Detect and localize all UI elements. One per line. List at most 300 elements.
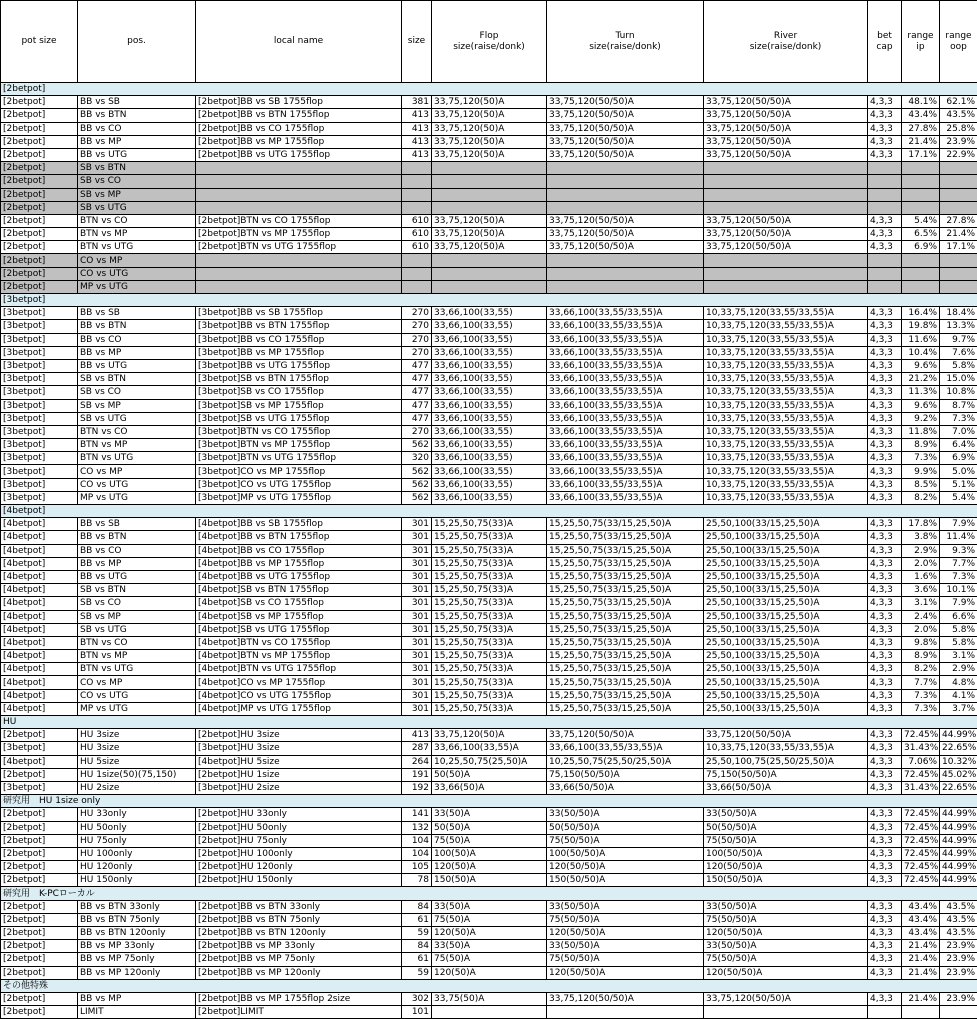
cell-turn[interactable] — [547, 201, 704, 214]
cell-range-ip[interactable]: 43.4% — [902, 900, 940, 913]
cell-range-oop[interactable]: 5.8% — [940, 359, 977, 372]
cell-local-name[interactable]: [4betpot]CO vs UTG 1755flop — [196, 689, 402, 702]
cell-flop[interactable]: 120(50)A — [432, 927, 547, 940]
cell-pot-size[interactable]: [2betpot] — [1, 927, 78, 940]
cell-turn[interactable]: 120(50/50)A — [547, 861, 704, 874]
cell-range-ip[interactable]: 7.06% — [902, 755, 940, 768]
cell-bet-cap[interactable]: 4,3,3 — [868, 808, 902, 821]
cell-range-oop[interactable]: 44.99% — [940, 847, 977, 860]
cell-flop[interactable]: 33,66,100(33,55) — [432, 452, 547, 465]
cell-turn[interactable]: 33,75,120(50/50)A — [547, 148, 704, 161]
cell-turn[interactable]: 33,75,120(50/50)A — [547, 96, 704, 109]
cell-size[interactable]: 301 — [402, 544, 432, 557]
cell-size[interactable]: 301 — [402, 531, 432, 544]
cell-pos[interactable]: BTN vs MP — [78, 228, 196, 241]
cell-size[interactable]: 301 — [402, 597, 432, 610]
cell-range-ip[interactable]: 11.6% — [902, 333, 940, 346]
cell-pos[interactable]: BB vs UTG — [78, 148, 196, 161]
cell-size[interactable]: 270 — [402, 333, 432, 346]
cell-pos[interactable]: BTN vs UTG — [78, 452, 196, 465]
cell-size[interactable]: 562 — [402, 491, 432, 504]
cell-pos[interactable]: BB vs MP 33only — [78, 940, 196, 953]
cell-flop[interactable]: 33,66,100(33,55) — [432, 425, 547, 438]
cell-range-oop[interactable]: 23.9% — [940, 992, 977, 1005]
cell-range-oop[interactable]: 7.3% — [940, 570, 977, 583]
cell-range-ip[interactable]: 6.5% — [902, 228, 940, 241]
cell-range-ip[interactable]: 7.7% — [902, 676, 940, 689]
cell-flop[interactable]: 15,25,50,75(33)A — [432, 702, 547, 715]
cell-turn[interactable]: 33,66,100(33,55/33,55)A — [547, 333, 704, 346]
cell-pos[interactable]: HU 3size — [78, 742, 196, 755]
cell-turn[interactable]: 33,66,100(33,55/33,55)A — [547, 373, 704, 386]
cell-turn[interactable]: 15,25,50,75(33/15,25,50)A — [547, 636, 704, 649]
cell-pos[interactable]: BB vs MP — [78, 992, 196, 1005]
cell-pot-size[interactable]: [2betpot] — [1, 254, 78, 267]
cell-turn[interactable]: 33,66,100(33,55/33,55)A — [547, 346, 704, 359]
cell-turn[interactable]: 33,75,120(50/50)A — [547, 241, 704, 254]
cell-range-oop[interactable]: 2.9% — [940, 663, 977, 676]
cell-river[interactable]: 100(50/50)A — [704, 847, 868, 860]
cell-flop[interactable]: 150(50)A — [432, 874, 547, 887]
cell-pot-size[interactable]: [4betpot] — [1, 544, 78, 557]
cell-flop[interactable]: 15,25,50,75(33)A — [432, 663, 547, 676]
cell-river[interactable]: 33,75,120(50/50)A — [704, 122, 868, 135]
cell-local-name[interactable]: [4betpot]SB vs MP 1755flop — [196, 610, 402, 623]
cell-size[interactable]: 301 — [402, 570, 432, 583]
cell-size[interactable]: 104 — [402, 847, 432, 860]
cell-bet-cap[interactable]: 4,3,3 — [868, 412, 902, 425]
cell-flop[interactable]: 33,66,100(33,55) — [432, 491, 547, 504]
cell-local-name[interactable]: [2betpot]HU 120only — [196, 861, 402, 874]
cell-pot-size[interactable]: [4betpot] — [1, 676, 78, 689]
cell-river[interactable]: 10,33,75,120(33,55/33,55)A — [704, 359, 868, 372]
header-bet-cap[interactable]: bet cap — [868, 1, 902, 83]
cell-bet-cap[interactable] — [868, 188, 902, 201]
cell-bet-cap[interactable]: 4,3,3 — [868, 940, 902, 953]
cell-bet-cap[interactable]: 4,3,3 — [868, 214, 902, 227]
cell-range-ip[interactable] — [902, 162, 940, 175]
cell-range-oop[interactable]: 44.99% — [940, 861, 977, 874]
cell-bet-cap[interactable]: 4,3,3 — [868, 610, 902, 623]
cell-flop[interactable]: 33,75,120(50)A — [432, 135, 547, 148]
cell-pot-size[interactable]: [3betpot] — [1, 452, 78, 465]
cell-turn[interactable]: 33,75,120(50/50)A — [547, 729, 704, 742]
cell-river[interactable]: 33(50/50)A — [704, 808, 868, 821]
cell-flop[interactable]: 15,25,50,75(33)A — [432, 518, 547, 531]
cell-pos[interactable]: HU 50only — [78, 821, 196, 834]
cell-size[interactable]: 301 — [402, 663, 432, 676]
cell-river[interactable]: 33,75,120(50/50)A — [704, 228, 868, 241]
cell-flop[interactable] — [432, 201, 547, 214]
cell-size[interactable]: 264 — [402, 755, 432, 768]
cell-pos[interactable]: SB vs CO — [78, 386, 196, 399]
cell-flop[interactable]: 33,66,100(33,55) — [432, 346, 547, 359]
cell-flop[interactable]: 100(50)A — [432, 847, 547, 860]
cell-river[interactable]: 25,50,100(33/15,25,50)A — [704, 650, 868, 663]
cell-range-ip[interactable]: 72.45% — [902, 834, 940, 847]
cell-size[interactable]: 610 — [402, 241, 432, 254]
cell-river[interactable]: 10,33,75,120(33,55/33,55)A — [704, 412, 868, 425]
cell-river[interactable]: 10,33,75,120(33,55/33,55)A — [704, 425, 868, 438]
cell-turn[interactable]: 120(50/50)A — [547, 966, 704, 979]
cell-local-name[interactable] — [196, 267, 402, 280]
cell-pot-size[interactable]: [3betpot] — [1, 412, 78, 425]
cell-range-oop[interactable]: 5.4% — [940, 491, 977, 504]
cell-pos[interactable]: BTN vs CO — [78, 425, 196, 438]
cell-range-ip[interactable]: 11.8% — [902, 425, 940, 438]
cell-pot-size[interactable]: [4betpot] — [1, 518, 78, 531]
cell-bet-cap[interactable] — [868, 254, 902, 267]
cell-river[interactable]: 10,33,75,120(33,55/33,55)A — [704, 307, 868, 320]
cell-pos[interactable]: BTN vs MP — [78, 650, 196, 663]
cell-range-oop[interactable]: 5.1% — [940, 478, 977, 491]
cell-range-ip[interactable]: 31.43% — [902, 781, 940, 794]
cell-size[interactable] — [402, 254, 432, 267]
cell-pos[interactable]: BB vs SB — [78, 307, 196, 320]
cell-turn[interactable]: 33(50/50)A — [547, 900, 704, 913]
cell-size[interactable] — [402, 162, 432, 175]
cell-pot-size[interactable]: [2betpot] — [1, 228, 78, 241]
cell-pot-size[interactable]: [3betpot] — [1, 320, 78, 333]
cell-local-name[interactable]: [4betpot]MP vs UTG 1755flop — [196, 702, 402, 715]
cell-range-oop[interactable] — [940, 175, 977, 188]
cell-size[interactable]: 270 — [402, 346, 432, 359]
cell-range-ip[interactable]: 19.8% — [902, 320, 940, 333]
cell-local-name[interactable]: [4betpot]SB vs UTG 1755flop — [196, 623, 402, 636]
cell-pot-size[interactable]: [4betpot] — [1, 702, 78, 715]
cell-range-oop[interactable]: 25.8% — [940, 122, 977, 135]
cell-range-ip[interactable]: 7.3% — [902, 702, 940, 715]
cell-river[interactable] — [704, 267, 868, 280]
cell-flop[interactable]: 50(50)A — [432, 768, 547, 781]
cell-flop[interactable]: 33,75,120(50)A — [432, 122, 547, 135]
cell-turn[interactable]: 15,25,50,75(33/15,25,50)A — [547, 570, 704, 583]
cell-river[interactable]: 25,50,100(33/15,25,50)A — [704, 597, 868, 610]
cell-range-ip[interactable]: 8.9% — [902, 439, 940, 452]
cell-size[interactable]: 413 — [402, 729, 432, 742]
cell-pot-size[interactable]: [2betpot] — [1, 267, 78, 280]
cell-river[interactable]: 25,50,100(33/15,25,50)A — [704, 676, 868, 689]
cell-range-ip[interactable]: 72.45% — [902, 874, 940, 887]
cell-bet-cap[interactable]: 4,3,3 — [868, 992, 902, 1005]
cell-range-ip[interactable]: 21.4% — [902, 966, 940, 979]
cell-pot-size[interactable]: [4betpot] — [1, 623, 78, 636]
cell-local-name[interactable]: [2betpot]LIMIT — [196, 1006, 402, 1019]
cell-size[interactable]: 59 — [402, 927, 432, 940]
cell-bet-cap[interactable]: 4,3,3 — [868, 584, 902, 597]
cell-bet-cap[interactable]: 4,3,3 — [868, 900, 902, 913]
cell-flop[interactable]: 33,75,120(50)A — [432, 96, 547, 109]
cell-bet-cap[interactable]: 4,3,3 — [868, 847, 902, 860]
cell-pos[interactable]: BB vs BTN — [78, 320, 196, 333]
cell-range-oop[interactable]: 18.4% — [940, 307, 977, 320]
cell-range-oop[interactable]: 10.1% — [940, 584, 977, 597]
cell-bet-cap[interactable]: 4,3,3 — [868, 650, 902, 663]
cell-local-name[interactable]: [2betpot]BB vs MP 1755flop 2size — [196, 992, 402, 1005]
header-range-oop[interactable]: range oop — [940, 1, 977, 83]
section-label[interactable]: 研究用 K-PCローカル — [1, 887, 977, 900]
cell-flop[interactable]: 33,66,100(33,55) — [432, 386, 547, 399]
cell-bet-cap[interactable]: 4,3,3 — [868, 966, 902, 979]
cell-bet-cap[interactable] — [868, 201, 902, 214]
cell-pot-size[interactable]: [2betpot] — [1, 992, 78, 1005]
cell-range-oop[interactable] — [940, 254, 977, 267]
cell-local-name[interactable]: [4betpot]BB vs CO 1755flop — [196, 544, 402, 557]
cell-range-ip[interactable] — [902, 267, 940, 280]
cell-pot-size[interactable]: [4betpot] — [1, 570, 78, 583]
cell-local-name[interactable]: [2betpot]HU 1size — [196, 768, 402, 781]
section-label[interactable]: 研究用 HU 1size only — [1, 795, 977, 808]
cell-local-name[interactable]: [3betpot]BB vs UTG 1755flop — [196, 359, 402, 372]
cell-pot-size[interactable]: [2betpot] — [1, 900, 78, 913]
cell-bet-cap[interactable]: 4,3,3 — [868, 386, 902, 399]
cell-pos[interactable]: SB vs MP — [78, 188, 196, 201]
cell-flop[interactable]: 33(50)A — [432, 940, 547, 953]
cell-pos[interactable]: BB vs MP — [78, 346, 196, 359]
cell-size[interactable]: 141 — [402, 808, 432, 821]
cell-range-oop[interactable] — [940, 188, 977, 201]
cell-local-name[interactable]: [2betpot]BB vs MP 33only — [196, 940, 402, 953]
cell-pot-size[interactable]: [2betpot] — [1, 214, 78, 227]
cell-range-ip[interactable]: 48.1% — [902, 96, 940, 109]
cell-bet-cap[interactable]: 4,3,3 — [868, 623, 902, 636]
cell-pot-size[interactable]: [3betpot] — [1, 439, 78, 452]
cell-flop[interactable]: 120(50)A — [432, 861, 547, 874]
cell-pot-size[interactable]: [2betpot] — [1, 175, 78, 188]
cell-river[interactable]: 33,75,120(50/50)A — [704, 992, 868, 1005]
cell-turn[interactable]: 75(50/50)A — [547, 953, 704, 966]
cell-bet-cap[interactable]: 4,3,3 — [868, 702, 902, 715]
cell-local-name[interactable]: [3betpot]BB vs CO 1755flop — [196, 333, 402, 346]
cell-turn[interactable]: 150(50/50)A — [547, 874, 704, 887]
cell-range-oop[interactable] — [940, 267, 977, 280]
cell-range-oop[interactable]: 44.99% — [940, 821, 977, 834]
header-river[interactable]: River size(raise/donk) — [704, 1, 868, 83]
cell-size[interactable]: 59 — [402, 966, 432, 979]
cell-pot-size[interactable]: [2betpot] — [1, 861, 78, 874]
cell-local-name[interactable]: [4betpot]BTN vs MP 1755flop — [196, 650, 402, 663]
cell-flop[interactable]: 15,25,50,75(33)A — [432, 531, 547, 544]
cell-range-ip[interactable] — [902, 188, 940, 201]
cell-turn[interactable]: 33,66,100(33,55/33,55)A — [547, 399, 704, 412]
cell-flop[interactable]: 15,25,50,75(33)A — [432, 623, 547, 636]
cell-turn[interactable] — [547, 162, 704, 175]
cell-turn[interactable]: 33,75,120(50/50)A — [547, 135, 704, 148]
cell-size[interactable]: 192 — [402, 781, 432, 794]
cell-pos[interactable]: BB vs CO — [78, 544, 196, 557]
cell-range-oop[interactable]: 5.0% — [940, 465, 977, 478]
cell-river[interactable] — [704, 254, 868, 267]
cell-range-ip[interactable]: 8.9% — [902, 650, 940, 663]
cell-turn[interactable]: 33,75,120(50/50)A — [547, 992, 704, 1005]
cell-range-oop[interactable]: 8.7% — [940, 399, 977, 412]
cell-bet-cap[interactable]: 4,3,3 — [868, 729, 902, 742]
cell-pos[interactable]: SB vs BTN — [78, 584, 196, 597]
cell-river[interactable]: 50(50/50)A — [704, 821, 868, 834]
cell-turn[interactable]: 75(50/50)A — [547, 834, 704, 847]
cell-river[interactable]: 10,33,75,120(33,55/33,55)A — [704, 320, 868, 333]
cell-river[interactable] — [704, 1006, 868, 1019]
cell-bet-cap[interactable]: 4,3,3 — [868, 689, 902, 702]
cell-pos[interactable]: BB vs BTN 120only — [78, 927, 196, 940]
cell-pos[interactable]: CO vs UTG — [78, 267, 196, 280]
cell-flop[interactable]: 15,25,50,75(33)A — [432, 544, 547, 557]
cell-range-ip[interactable]: 9.6% — [902, 399, 940, 412]
cell-pos[interactable]: BTN vs UTG — [78, 241, 196, 254]
cell-pot-size[interactable]: [3betpot] — [1, 478, 78, 491]
cell-pos[interactable]: HU 100only — [78, 847, 196, 860]
cell-local-name[interactable]: [3betpot]MP vs UTG 1755flop — [196, 491, 402, 504]
cell-river[interactable]: 33,75,120(50/50)A — [704, 148, 868, 161]
cell-range-oop[interactable]: 22.9% — [940, 148, 977, 161]
cell-range-ip[interactable]: 2.9% — [902, 544, 940, 557]
cell-turn[interactable]: 15,25,50,75(33/15,25,50)A — [547, 623, 704, 636]
cell-pot-size[interactable]: [3betpot] — [1, 742, 78, 755]
header-pos[interactable]: pos. — [78, 1, 196, 83]
cell-bet-cap[interactable] — [868, 175, 902, 188]
cell-flop[interactable]: 15,25,50,75(33)A — [432, 570, 547, 583]
cell-river[interactable]: 33,75,120(50/50)A — [704, 214, 868, 227]
cell-flop[interactable]: 33,75,120(50)A — [432, 109, 547, 122]
cell-turn[interactable]: 33,66,100(33,55/33,55)A — [547, 465, 704, 478]
cell-flop[interactable] — [432, 188, 547, 201]
cell-flop[interactable]: 33,66,100(33,55) — [432, 307, 547, 320]
cell-turn[interactable]: 33,66,100(33,55/33,55)A — [547, 478, 704, 491]
cell-size[interactable] — [402, 175, 432, 188]
cell-bet-cap[interactable]: 4,3,3 — [868, 636, 902, 649]
cell-pot-size[interactable]: [2betpot] — [1, 109, 78, 122]
cell-river[interactable]: 75(50/50)A — [704, 834, 868, 847]
cell-pot-size[interactable]: [3betpot] — [1, 333, 78, 346]
cell-bet-cap[interactable]: 4,3,3 — [868, 874, 902, 887]
section-label[interactable]: [2betpot] — [1, 83, 977, 96]
cell-size[interactable]: 287 — [402, 742, 432, 755]
cell-bet-cap[interactable]: 4,3,3 — [868, 359, 902, 372]
cell-turn[interactable]: 33,66,100(33,55/33,55)A — [547, 439, 704, 452]
cell-size[interactable]: 301 — [402, 623, 432, 636]
cell-range-oop[interactable]: 62.1% — [940, 96, 977, 109]
header-range-ip[interactable]: range ip — [902, 1, 940, 83]
cell-river[interactable] — [704, 175, 868, 188]
cell-river[interactable]: 75(50/50)A — [704, 953, 868, 966]
cell-range-ip[interactable]: 43.4% — [902, 927, 940, 940]
cell-range-oop[interactable]: 6.6% — [940, 610, 977, 623]
cell-bet-cap[interactable]: 4,3,3 — [868, 861, 902, 874]
cell-local-name[interactable]: [4betpot]BB vs SB 1755flop — [196, 518, 402, 531]
cell-range-ip[interactable]: 9.6% — [902, 359, 940, 372]
cell-local-name[interactable] — [196, 175, 402, 188]
cell-bet-cap[interactable]: 4,3,3 — [868, 663, 902, 676]
cell-river[interactable]: 33(50/50)A — [704, 900, 868, 913]
cell-size[interactable]: 477 — [402, 386, 432, 399]
cell-pos[interactable]: BB vs UTG — [78, 359, 196, 372]
cell-local-name[interactable]: [4betpot]SB vs CO 1755flop — [196, 597, 402, 610]
cell-local-name[interactable]: [4betpot]HU 5size — [196, 755, 402, 768]
cell-river[interactable]: 25,50,100(33/15,25,50)A — [704, 610, 868, 623]
cell-bet-cap[interactable]: 4,3,3 — [868, 346, 902, 359]
cell-local-name[interactable]: [2betpot]BB vs SB 1755flop — [196, 96, 402, 109]
cell-local-name[interactable]: [4betpot]CO vs MP 1755flop — [196, 676, 402, 689]
cell-bet-cap[interactable]: 4,3,3 — [868, 557, 902, 570]
cell-local-name[interactable]: [2betpot]BTN vs MP 1755flop — [196, 228, 402, 241]
cell-size[interactable] — [402, 201, 432, 214]
cell-pot-size[interactable]: [2betpot] — [1, 1006, 78, 1019]
cell-local-name[interactable]: [4betpot]BB vs BTN 1755flop — [196, 531, 402, 544]
section-label[interactable]: [4betpot] — [1, 505, 977, 518]
cell-range-ip[interactable]: 21.2% — [902, 373, 940, 386]
cell-bet-cap[interactable] — [868, 1006, 902, 1019]
cell-pos[interactable]: SB vs MP — [78, 610, 196, 623]
cell-range-oop[interactable]: 4.8% — [940, 676, 977, 689]
cell-turn[interactable]: 120(50/50)A — [547, 927, 704, 940]
cell-flop[interactable] — [432, 1006, 547, 1019]
cell-range-oop[interactable] — [940, 280, 977, 293]
cell-range-ip[interactable]: 3.6% — [902, 584, 940, 597]
cell-range-oop[interactable]: 7.9% — [940, 597, 977, 610]
cell-flop[interactable]: 33,75,120(50)A — [432, 241, 547, 254]
cell-local-name[interactable]: [2betpot]HU 50only — [196, 821, 402, 834]
header-size[interactable]: size — [402, 1, 432, 83]
cell-turn[interactable]: 33,66,100(33,55/33,55)A — [547, 452, 704, 465]
cell-range-ip[interactable]: 2.0% — [902, 623, 940, 636]
cell-size[interactable]: 413 — [402, 135, 432, 148]
cell-range-oop[interactable]: 5.8% — [940, 623, 977, 636]
cell-river[interactable]: 33,75,120(50/50)A — [704, 729, 868, 742]
cell-size[interactable]: 301 — [402, 557, 432, 570]
cell-pot-size[interactable]: [2betpot] — [1, 241, 78, 254]
cell-bet-cap[interactable]: 4,3,3 — [868, 742, 902, 755]
cell-river[interactable]: 25,50,100(33/15,25,50)A — [704, 584, 868, 597]
cell-range-ip[interactable]: 72.45% — [902, 861, 940, 874]
cell-flop[interactable]: 33,66,100(33,55) — [432, 359, 547, 372]
cell-range-oop[interactable] — [940, 201, 977, 214]
cell-range-ip[interactable]: 8.2% — [902, 663, 940, 676]
cell-pot-size[interactable]: [2betpot] — [1, 162, 78, 175]
cell-local-name[interactable]: [4betpot]BTN vs UTG 1755flop — [196, 663, 402, 676]
cell-pos[interactable]: CO vs MP — [78, 465, 196, 478]
cell-flop[interactable]: 33,66,100(33,55) — [432, 373, 547, 386]
cell-bet-cap[interactable]: 4,3,3 — [868, 821, 902, 834]
cell-pos[interactable]: MP vs UTG — [78, 702, 196, 715]
cell-local-name[interactable]: [3betpot]SB vs MP 1755flop — [196, 399, 402, 412]
cell-local-name[interactable] — [196, 162, 402, 175]
cell-bet-cap[interactable]: 4,3,3 — [868, 148, 902, 161]
cell-bet-cap[interactable]: 4,3,3 — [868, 135, 902, 148]
cell-range-ip[interactable]: 7.3% — [902, 452, 940, 465]
cell-size[interactable]: 61 — [402, 913, 432, 926]
cell-range-oop[interactable]: 44.99% — [940, 729, 977, 742]
cell-size[interactable]: 320 — [402, 452, 432, 465]
cell-flop[interactable]: 33,66,100(33,55) — [432, 439, 547, 452]
cell-turn[interactable]: 33,66(50/50)A — [547, 781, 704, 794]
cell-turn[interactable]: 75(50/50)A — [547, 913, 704, 926]
cell-bet-cap[interactable]: 4,3,3 — [868, 96, 902, 109]
cell-bet-cap[interactable]: 4,3,3 — [868, 109, 902, 122]
cell-local-name[interactable]: [4betpot]BTN vs CO 1755flop — [196, 636, 402, 649]
cell-range-ip[interactable]: 21.4% — [902, 953, 940, 966]
cell-river[interactable]: 10,33,75,120(33,55/33,55)A — [704, 346, 868, 359]
cell-range-oop[interactable]: 3.1% — [940, 650, 977, 663]
cell-pos[interactable]: LIMIT — [78, 1006, 196, 1019]
cell-pot-size[interactable]: [3betpot] — [1, 491, 78, 504]
cell-flop[interactable]: 33,66,100(33,55) — [432, 333, 547, 346]
cell-river[interactable]: 120(50/50)A — [704, 966, 868, 979]
cell-pos[interactable]: MP vs UTG — [78, 491, 196, 504]
cell-flop[interactable]: 120(50)A — [432, 966, 547, 979]
cell-range-ip[interactable]: 2.0% — [902, 557, 940, 570]
cell-size[interactable]: 301 — [402, 702, 432, 715]
cell-pos[interactable]: BB vs CO — [78, 122, 196, 135]
